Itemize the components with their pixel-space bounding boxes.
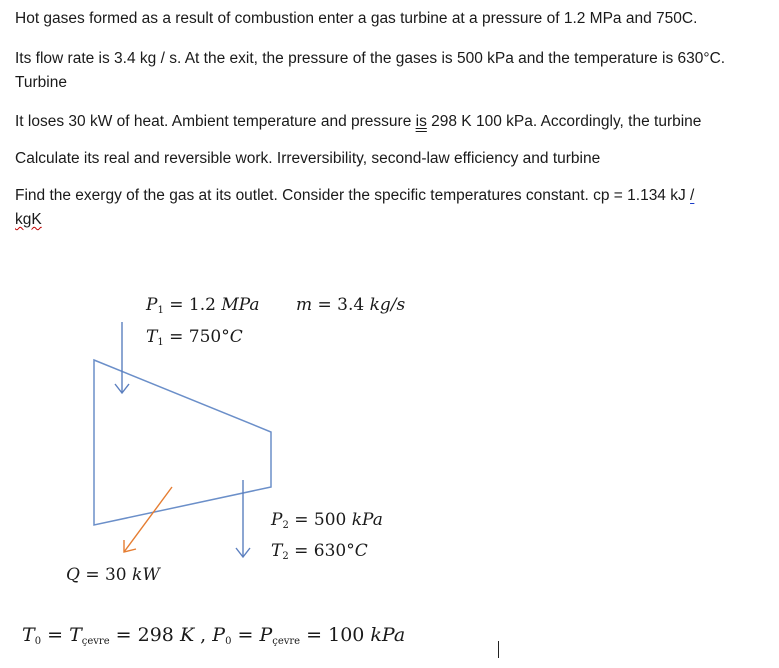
- problem-line-3-post: 298 K 100 kPa. Accordingly, the turbine: [426, 113, 702, 130]
- outlet-pressure-label: $P_2 = 500$ kPa: [271, 510, 383, 531]
- heat-arrow-shaft: [124, 487, 172, 552]
- problem-line-5-slash: /: [690, 187, 695, 204]
- inlet-pressure-label: $P_1 = 1.2$ MPa: [146, 295, 260, 316]
- problem-line-3-is: is: [415, 113, 427, 130]
- outlet-temperature-label: $T_2 = 630^\circ C$: [271, 541, 368, 562]
- text-cursor: [498, 641, 499, 658]
- problem-line-5-unit: kgK: [15, 211, 42, 228]
- problem-line-3-pre: It loses 30 kW of heat. Ambient temperature and pressure: [15, 113, 416, 130]
- heat-loss-label: Q = 30 kW: [66, 565, 160, 585]
- ambient-conditions-label: $T_0 = T_{çevre} = 298$ K , $P_0 = P_{çevre} = 100$ kPa: [22, 624, 406, 647]
- problem-line-4: Calculate its real and reversible work. Irreversibility, second-law efficiency and turbine: [15, 150, 601, 167]
- problem-line-5-pre: Find the exergy of the gas at its outlet. Consider the specific temperatures constant. cp = 1.134 kJ: [15, 187, 691, 204]
- problem-line-1: Hot gases formed as a result of combustion enter a gas turbine at a pressure of 1.2 MPa and 750C.: [15, 10, 698, 27]
- problem-line-2: Its flow rate is 3.4 kg / s. At the exit, the pressure of the gases is 500 kPa and the temperature is 630°C. Turbine: [15, 50, 726, 91]
- turbine-body: [94, 360, 271, 525]
- mass-flow-label: m = 3.4 kg/s: [296, 295, 406, 315]
- inlet-temperature-label: $T_1 = 750^\circ C$: [146, 327, 243, 348]
